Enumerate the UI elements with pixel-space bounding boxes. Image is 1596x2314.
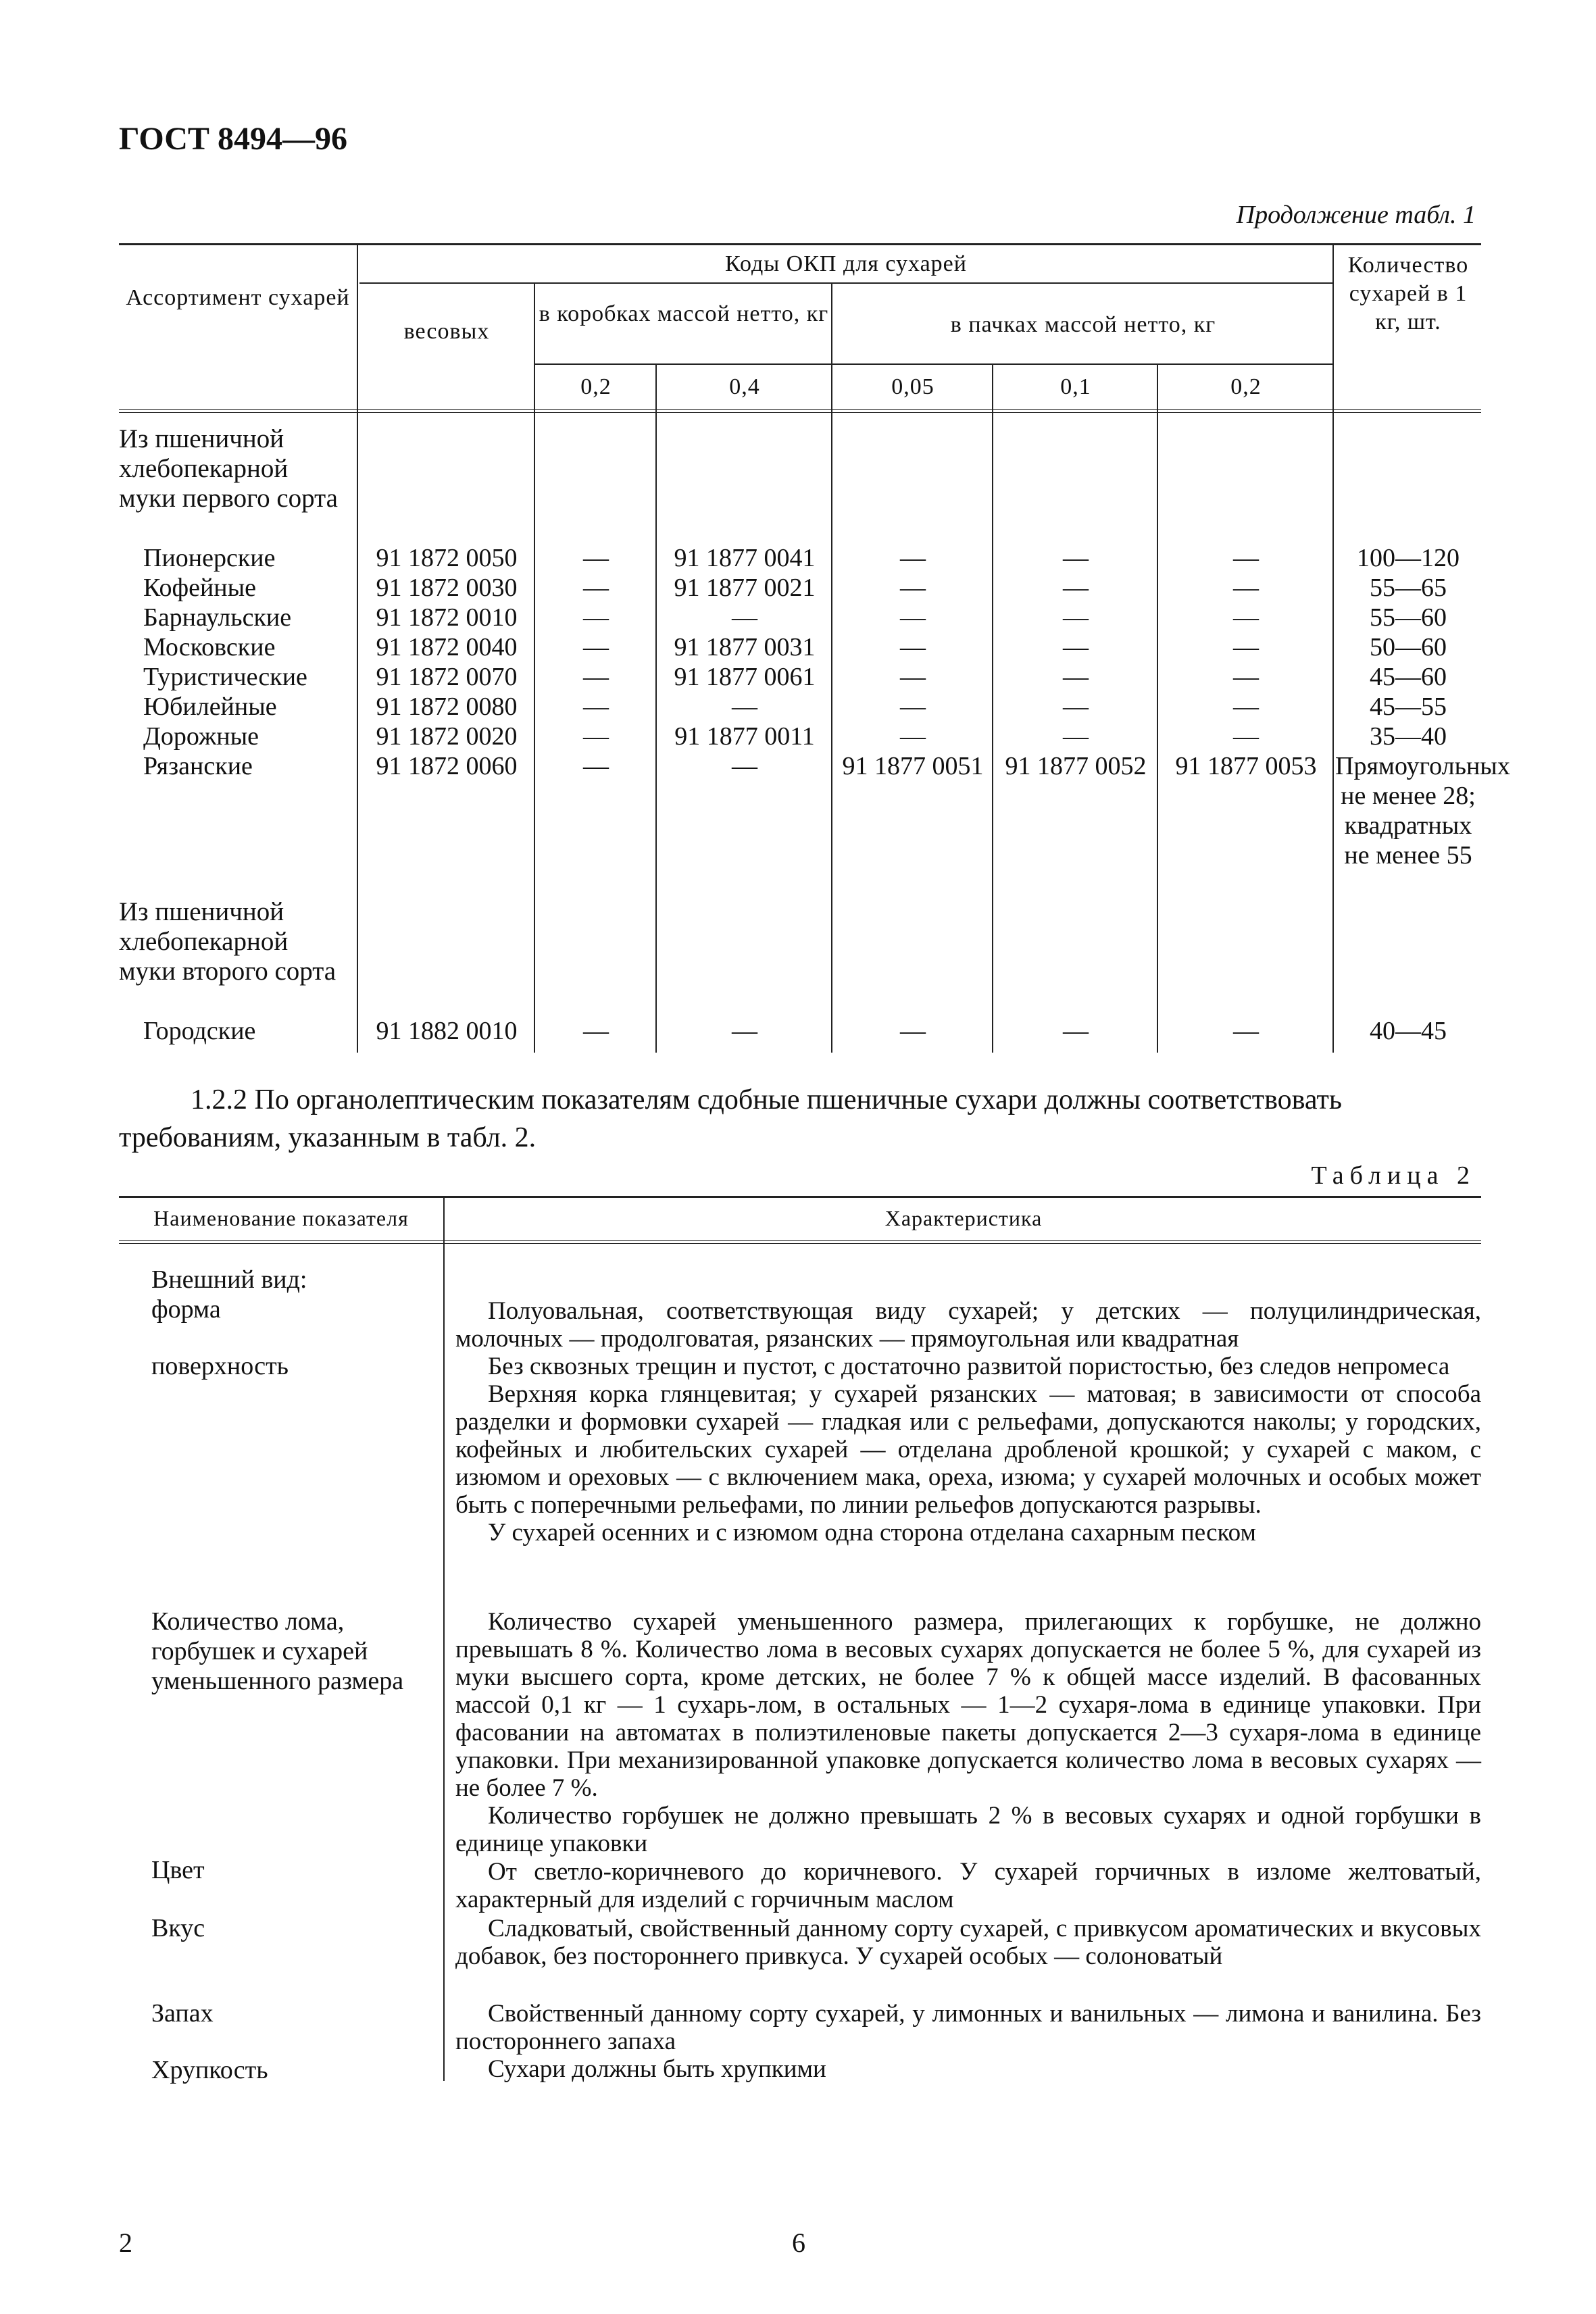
indicator-crispness: Хрупкость: [151, 2056, 268, 2084]
header-packs: в пачках массой нетто, кг: [950, 312, 1216, 337]
header-pack-0-1: 0,1: [1060, 374, 1091, 399]
cell-p01: —: [1063, 544, 1089, 572]
cell-p005: 91 1877 0051: [842, 752, 984, 780]
cell-b04: —: [732, 752, 757, 780]
cell-w: 91 1872 0060: [376, 752, 518, 780]
cell-name: Рязанские: [143, 752, 253, 780]
cell-cnt: 50—60: [1370, 633, 1447, 661]
table-continuation-note: Продолжение табл. 1: [1236, 201, 1476, 229]
cell-w: 91 1872 0030: [376, 574, 518, 602]
header-weight: весовых: [403, 319, 490, 344]
cell-p01: —: [1063, 574, 1089, 602]
cell-b04: —: [732, 1017, 757, 1045]
cell-p02: —: [1233, 633, 1259, 661]
characteristic-surface: Без сквозных трещин и пустот, с достаточно развитой пористостью, без следов непромеса Верхняя корка глянцевитая; у сухарей рязанских — матовая; в зависимости от способа разделки и формовки сухарей — гладкая или с рельефами, допускаются наколы; у городских, кофейных и любительских сухарей — отделана дробленой крошкой; у сухарей с маком, с изюмом и ореховых — с включением мака, ореха, изюма; у сухарей молочных и особых может быть с поперечными рельефами, по линии рельефов допускаются разрывы. У сухарей осенних и с изюмом одна сторона отделана сахарным песком: [455, 1353, 1481, 1546]
cell-p01: —: [1063, 722, 1089, 751]
document-code: ГОСТ 8494—96: [119, 121, 347, 157]
cell-w: 91 1872 0010: [376, 603, 518, 632]
cell-w: 91 1872 0040: [376, 633, 518, 661]
indicator-form: форма: [151, 1295, 221, 1324]
characteristic-broken: Количество сухарей уменьшенного размера, прилегающих к горбушке, не должно превышать 8 %. Количество лома в весовых сухарях допускается не более 5 %, для сухарей из муки высшего сорта, кроме детских, не более 7 % к общей массе изделий. В фасованных массой 0,1 кг — 1 сухарь-лом, в остальных — 1—2 сухаря-лома в единице упаковки. При фасовании на автоматах в полиэтиленовые пакеты допускается 2—3 сухаря-лома в единице упаковки. При механизированной упаковке допускается количество лома в весовых сухарях — не более 7 %. Количество горбушек не должно превышать 2 % в весовых сухарях и одной горбушки в единице упаковки: [455, 1608, 1481, 1857]
cell-name: Барнаульские: [143, 603, 292, 632]
cell-w: 91 1882 0010: [376, 1017, 518, 1045]
cell-name: Пионерские: [143, 544, 276, 572]
cell-name: Юбилейные: [143, 693, 277, 721]
indicator-surface: поверхность: [151, 1352, 289, 1380]
cell-w: 91 1872 0080: [376, 693, 518, 721]
table-2-caption: Таблица 2: [1311, 1161, 1476, 1190]
characteristic-taste: Сладковатый, свойственный данному сорту сухарей, с привкусом ароматических и вкусовых добавок, без постороннего привкуса. У сухарей особых — солоноватый: [455, 1915, 1481, 1970]
indicator-taste: Вкус: [151, 1914, 205, 1942]
header-pack-0-2: 0,2: [1230, 374, 1262, 399]
cell-name: Московские: [143, 633, 276, 661]
paragraph-1-2-2: 1.2.2 По органолептическим показателям сдобные пшеничные сухари должны соответствовать требованиям, указанным в табл. 2.: [119, 1084, 1342, 1153]
cell-p005: —: [900, 603, 926, 632]
characteristic-color: От светло-коричневого до коричневого. У сухарей горчичных в изломе желтоватый, характерный для изделий с горчичным маслом: [455, 1858, 1481, 1913]
cell-name: Городские: [143, 1017, 256, 1045]
header-indicator-name: Наименование показателя: [153, 1206, 409, 1230]
cell-w: 91 1872 0050: [376, 544, 518, 572]
indicator-broken: Количество лома, горбушек и сухарей уменьшенного размера: [151, 1607, 404, 1695]
cell-b02: —: [583, 722, 609, 751]
cell-name: Кофейные: [143, 574, 257, 602]
cell-b04: —: [732, 603, 757, 632]
cell-p02: —: [1233, 544, 1259, 572]
cell-p01: —: [1063, 663, 1089, 691]
cell-b04: 91 1877 0041: [674, 544, 816, 572]
header-characteristic: Характеристика: [884, 1206, 1043, 1230]
cell-cnt: 55—65: [1370, 574, 1447, 602]
cell-w: 91 1872 0070: [376, 663, 518, 691]
header-count-per-kg: Количество сухарей в 1 кг, шт.: [1347, 253, 1469, 334]
cell-cnt: 40—45: [1370, 1017, 1447, 1045]
cell-b02: —: [583, 633, 609, 661]
page-number-left: 2: [119, 2228, 132, 2258]
header-box-0-2: 0,2: [580, 374, 612, 399]
cell-cnt: 45—55: [1370, 693, 1447, 721]
cell-p02: 91 1877 0053: [1175, 752, 1317, 780]
cell-b02: —: [583, 752, 609, 780]
page-number-center: 6: [792, 2228, 805, 2258]
group-first-grade: Из пшеничной хлебопекарной муки первого сорта: [119, 424, 338, 513]
header-box-0-4: 0,4: [729, 374, 760, 399]
indicator-smell: Запах: [151, 1999, 214, 2028]
cell-b04: 91 1877 0061: [674, 663, 816, 691]
cell-p01: 91 1877 0052: [1005, 752, 1147, 780]
cell-p005: —: [900, 1017, 926, 1045]
cell-cnt: 55—60: [1370, 603, 1447, 632]
cell-p005: —: [900, 574, 926, 602]
table-2: [119, 1196, 1481, 2088]
cell-p01: —: [1063, 603, 1089, 632]
cell-b04: 91 1877 0031: [674, 633, 816, 661]
cell-b02: —: [583, 544, 609, 572]
cell-cnt: Прямоугольных не менее 28; квадратных не менее 55: [1335, 752, 1510, 870]
cell-b02: —: [583, 574, 609, 602]
cell-p005: —: [900, 663, 926, 691]
cell-b02: —: [583, 1017, 609, 1045]
header-pack-0-05: 0,05: [891, 374, 934, 399]
cell-p01: —: [1063, 1017, 1089, 1045]
cell-p005: —: [900, 633, 926, 661]
cell-b04: 91 1877 0011: [674, 722, 815, 751]
cell-p005: —: [900, 722, 926, 751]
cell-p02: —: [1233, 574, 1259, 602]
cell-p02: —: [1233, 663, 1259, 691]
cell-b04: —: [732, 693, 757, 721]
cell-p005: —: [900, 693, 926, 721]
header-boxes: в коробках массой нетто, кг: [539, 301, 829, 326]
table-1: [119, 243, 1510, 1054]
cell-p02: —: [1233, 693, 1259, 721]
cell-p01: —: [1063, 633, 1089, 661]
cell-p005: —: [900, 544, 926, 572]
cell-w: 91 1872 0020: [376, 722, 518, 751]
cell-b04: 91 1877 0021: [674, 574, 816, 602]
indicator-color: Цвет: [151, 1856, 205, 1884]
cell-cnt: 35—40: [1370, 722, 1447, 751]
cell-p01: —: [1063, 693, 1089, 721]
cell-b02: —: [583, 663, 609, 691]
cell-b02: —: [583, 603, 609, 632]
cell-name: Туристические: [143, 663, 307, 691]
group-second-grade: Из пшеничной хлебопекарной муки второго сорта: [119, 897, 336, 986]
cell-p02: —: [1233, 1017, 1259, 1045]
cell-b02: —: [583, 693, 609, 721]
header-okp-codes: Коды ОКП для сухарей: [725, 251, 967, 276]
cell-p02: —: [1233, 722, 1259, 751]
characteristic-crispness: Сухари должны быть хрупкими: [488, 2055, 826, 2083]
indicator-appearance: Внешний вид:: [151, 1265, 307, 1294]
cell-cnt: 45—60: [1370, 663, 1447, 691]
header-assortment: Ассортимент сухарей: [126, 285, 350, 310]
characteristic-form: Полуовальная, соответствующая виду сухарей; у детских — полуцилиндрическая, молочных — продолговатая, рязанских — прямоугольная или квадратная: [455, 1297, 1481, 1353]
cell-p02: —: [1233, 603, 1259, 632]
cell-cnt: 100—120: [1357, 544, 1460, 572]
characteristic-smell: Свойственный данному сорту сухарей, у лимонных и ванильных — лимона и ванилина. Без постороннего запаха: [455, 2000, 1481, 2055]
cell-name: Дорожные: [143, 722, 259, 751]
